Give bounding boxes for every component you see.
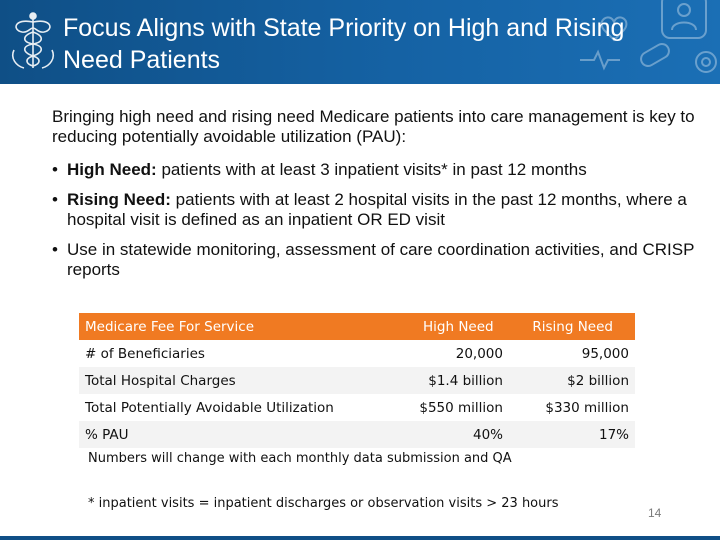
- bullet-usage: • Use in statewide monitoring, assessment of care coordination activities, and CRISP reports: [52, 240, 695, 279]
- medicare-table: [79, 313, 635, 448]
- table-cell: % PAU: [79, 421, 379, 448]
- table-row: [79, 340, 635, 367]
- table-cell: $550 million: [419, 399, 503, 416]
- bullet-list: [52, 160, 702, 290]
- table-row: [79, 421, 635, 448]
- data-change-note: Numbers will change with each monthly data submission and QA: [88, 451, 512, 466]
- table-cell: 95,000: [581, 345, 629, 362]
- table-header-cell: High Need: [379, 313, 509, 340]
- footnote: * inpatient visits = inpatient discharges or observation visits > 23 hours: [88, 496, 559, 511]
- slide-title: Focus Aligns with State Priority on High and Rising Need Patients: [63, 14, 625, 74]
- table-cell: Total Potentially Avoidable Utilization: [85, 399, 334, 416]
- table-cell: $330 million: [545, 399, 629, 416]
- health-heart-icon: [602, 17, 627, 40]
- table-cell: 40%: [379, 421, 509, 448]
- gear-icon: [696, 52, 716, 72]
- table-cell: 17%: [509, 421, 635, 448]
- bullet-rising-need: • Rising Need: patients with at least 2 hospital visits in the past 12 months, where a hospital visit is defined as an inpatient OR ED visit: [52, 190, 687, 229]
- bottom-bar: [0, 536, 720, 540]
- table-header-row: [79, 313, 635, 340]
- table-cell: 20,000: [455, 345, 503, 362]
- caduceus-seal-icon: [8, 10, 58, 72]
- person-icon: [662, 0, 706, 38]
- table-row: [79, 367, 635, 394]
- table-cell: Total Hospital Charges: [79, 367, 379, 394]
- bullet-high-need: • High Need: patients with at least 3 inpatient visits* in past 12 months: [52, 160, 587, 179]
- table-cell: $2 billion: [509, 367, 635, 394]
- page-number: 14: [648, 506, 662, 520]
- pill-icon: [639, 41, 672, 68]
- table-header-cell: Medicare Fee For Service: [79, 313, 379, 340]
- table-row: [79, 394, 635, 421]
- header-decoration: [520, 0, 720, 84]
- slide-header: [0, 0, 720, 84]
- intro-text: Bringing high need and rising need Medicare patients into care management is key to reducing potentially avoidable utilization (PAU):: [52, 107, 695, 146]
- table-header-cell: Rising Need: [509, 313, 635, 340]
- table-cell: $1.4 billion: [379, 367, 509, 394]
- table-cell: # of Beneficiaries: [85, 345, 205, 362]
